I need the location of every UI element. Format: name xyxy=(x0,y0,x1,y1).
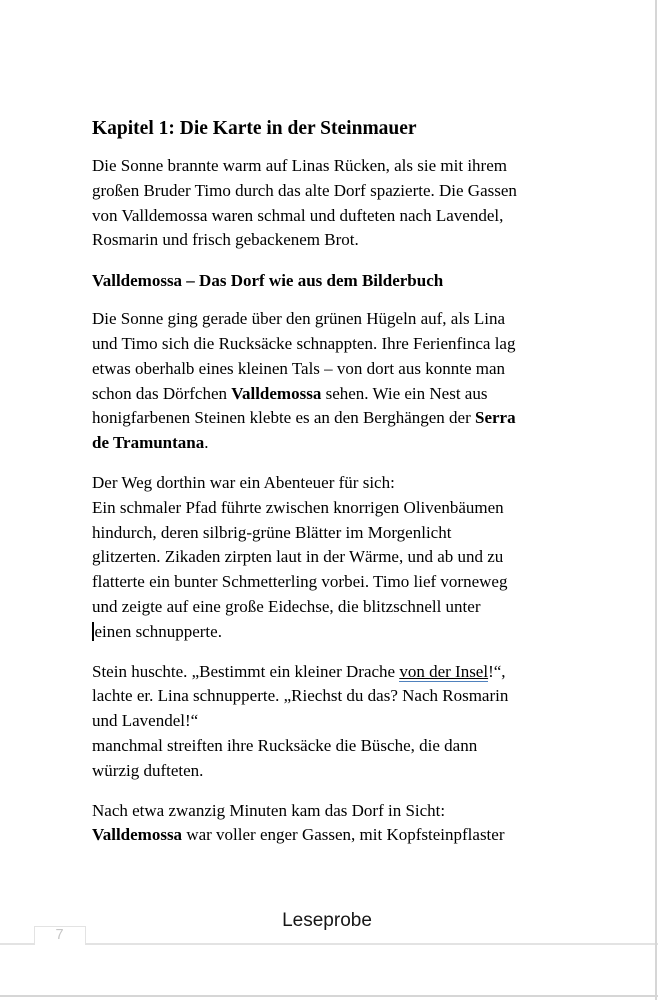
text-run: war voller enger Gassen, mit Kopfsteinpflaster xyxy=(182,825,505,845)
paragraph xyxy=(92,471,574,645)
page-right-border xyxy=(655,0,657,1000)
text-run: von Valldemossa waren schmal und dufteten nach Lavendel, xyxy=(92,205,504,225)
text-run: !“, xyxy=(488,661,506,681)
text-run: Der Weg dorthin war ein Abenteuer für sich: xyxy=(92,472,395,492)
grammar-flagged-text: von der Insel xyxy=(399,661,489,681)
section-heading xyxy=(92,268,574,293)
paragraph xyxy=(92,307,574,456)
text-run: Valldemossa xyxy=(92,825,183,845)
paragraph xyxy=(92,154,574,253)
text-run: Ein schmaler Pfad führte zwischen knorrigen Olivenbäumen xyxy=(92,497,504,517)
text-run: glitzerten. Zikaden zirpten laut in der Wärme, und ab und zu xyxy=(92,547,504,567)
text-run: würzig dufteten. xyxy=(92,760,204,780)
footer-divider-right xyxy=(85,943,658,945)
text-run: lachte er. Lina schnupperte. „Riechst du das? Nach Rosmarin xyxy=(92,686,509,706)
text-run: flatterte ein bunter Schmetterling vorbei. Timo lief vorneweg xyxy=(92,572,508,592)
text-run: schon das Dörfchen xyxy=(92,383,232,403)
page-number-tab[interactable]: 7 xyxy=(34,926,86,945)
text-run: Stein huschte. „Bestimmt ein kleiner Drache xyxy=(92,661,400,681)
paragraph xyxy=(92,660,574,784)
chapter-heading xyxy=(92,116,574,142)
text-run: und Timo sich die Rucksäcke schnappten. Ihre Ferienfinca lag xyxy=(92,333,516,353)
text-run: einen schnupperte. xyxy=(94,621,222,641)
text-run: Die Sonne brannte warm auf Linas Rücken, als sie mit ihrem xyxy=(92,156,507,175)
footer-leseprobe-label: Leseprobe xyxy=(282,910,372,931)
text-run: Nach etwa zwanzig Minuten kam das Dorf in Sicht: xyxy=(92,800,446,820)
text-run: und zeigte auf eine große Eidechse, die blitzschnell unter xyxy=(92,596,481,616)
text-run: . xyxy=(204,433,209,453)
text-run: sehen. Wie ein Nest aus xyxy=(321,383,488,403)
text-run: Valldemossa – Das Dorf wie aus dem Bilderbuch xyxy=(92,271,444,291)
text-run: Valldemossa xyxy=(231,383,322,403)
text-run: Kapitel 1: Die Karte in der Steinmauer xyxy=(92,118,417,139)
text-run: großen Bruder Timo durch das alte Dorf spazierte. Die Gassen xyxy=(92,180,517,200)
text-run: hindurch, deren silbrig-grüne Blätter im Morgenlicht xyxy=(92,522,452,542)
document-body[interactable] xyxy=(92,116,574,863)
page-bottom-border xyxy=(0,995,658,997)
text-run: Rosmarin und frisch gebackenem Brot. xyxy=(92,230,359,250)
text-run: manchmal streiften ihre Rucksäcke die Büsche, die dann xyxy=(92,735,478,755)
text-run: etwas oberhalb eines kleinen Tals – von dort aus konnte man xyxy=(92,358,506,378)
text-run: Serra xyxy=(475,408,516,428)
footer-divider-left xyxy=(0,943,34,945)
text-cursor xyxy=(92,622,94,641)
paragraph xyxy=(92,799,574,849)
text-run: de Tramuntana xyxy=(92,433,205,453)
text-run: honigfarbenen Steinen klebte es an den Berghängen der xyxy=(92,408,475,428)
text-run: und Lavendel!“ xyxy=(92,711,199,731)
text-run: Die Sonne ging gerade über den grünen Hügeln auf, als Lina xyxy=(92,309,506,329)
